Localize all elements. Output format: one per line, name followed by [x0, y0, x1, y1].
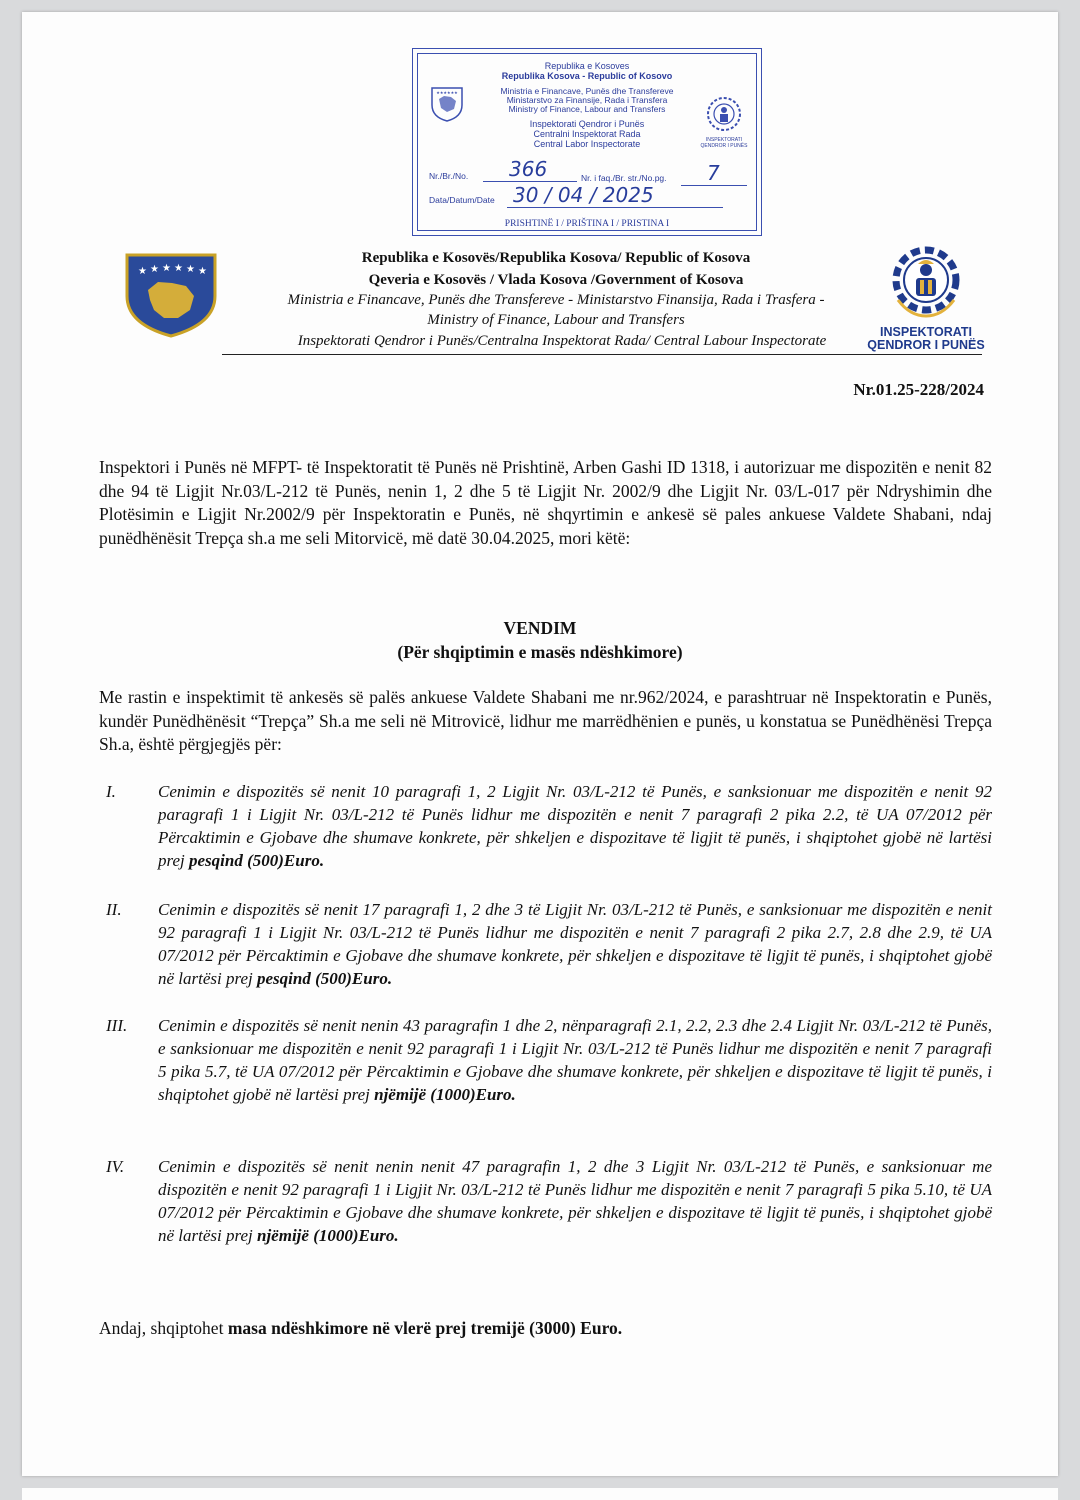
finding-paragraph: Me rastin e inspektimit të ankesës së palës ankuese Valdete Shabani me nr.962/2024, e parashtruar në Inspektoratin e Punës, kundër Punëdhënësit “Trepça” Sh.a me seli në Mitrovicë, lidhur me marrëdhënien e punës, u konstatua se Punëdhënësi Trepça Sh.a, është përgjegjës për:	[99, 687, 992, 754]
violation-item: IV. Cenimin e dispozitës së nenit nenin nenit 47 paragrafin 1, 2 dhe 3 Ligjit Nr. 03/L-212 të Punës, e sanksionuar me dispozitën e nenit 92 paragrafi 1 i Ligjit Nr. 03/L-212 të Punës lidhur me dispozitën e nenit 7 paragrafi 5 pika 5.10, të UA 07/2012 për Përcaktimin e Gjobave dhe shumave konkrete, për shkeljen e dispozitave të ligjit të punës, i shqiptohet gjobë në lartësi prej njëmijë (1000)Euro.	[106, 1157, 992, 1245]
reference-number: Nr.01.25-228/2024	[853, 380, 984, 399]
fine-amount: njëmijë (1000)Euro.	[374, 1085, 516, 1104]
inspectorate-logo-icon	[880, 240, 972, 322]
header-line-5: Inspektorati Qendror i Punës/Centralna Inspektorat Rada/ Central Labour Inspectorate	[297, 333, 827, 349]
inspectorate-logo-text: INSPEKTORATI QENDROR I PUNËS	[867, 325, 985, 352]
intro-paragraph: Inspektori i Punës në MFPT- të Inspektoratit të Punës në Prishtinë, Arben Gashi ID 1318, i autorizuar me dispozitën e nenit 82 dhe 94 të Ligjit Nr.03/L-212 të Punës, nenin 1, 2 dhe 5 të Ligjit Nr. 2002/9 dhe Ligjit Nr. 03/L-017 për Ndryshimin dhe Plotësimin e Ligjit Nr.2002/9 për Inspektoratin e Punës, në shqyrtimin e ankesë së pales ankuese Valdete Shabani, ndaj punëdhënësit Trepça sh.a me seli Mitorvicë, më datë 30.04.2025, mori këtë:	[99, 457, 992, 548]
stamp-pages-label: Nr. i faq./Br. str./No.pg.	[581, 173, 667, 183]
svg-text:★: ★	[162, 263, 171, 274]
fine-amount: pesqind (500)Euro.	[257, 969, 393, 988]
svg-text:★: ★	[186, 264, 195, 275]
registration-stamp	[412, 48, 762, 236]
fine-amount: njëmijë (1000)Euro.	[257, 1226, 399, 1245]
decision-subtitle: (Për shqiptimin e masës ndëshkimore)	[397, 642, 683, 662]
stamp-nr-value: 366	[509, 157, 548, 181]
item-number: I.	[106, 782, 116, 801]
item-number: II.	[106, 900, 122, 919]
violation-item: II. Cenimin e dispozitës së nenit 17 paragrafi 1, 2 dhe 3 të Ligjit Nr. 03/L-212 të Punës, e sanksionuar me dispozitën e nenit 92 paragrafi 1 i Ligjit Nr. 03/L-212 të Punës lidhur me dispozitën e nenit 7 paragrafi 2 pika 2.7, 2.8 dhe 2.9, të UA 07/2012 për Përcaktimin e Gjobave dhe shumave konkrete, për shkeljen e dispozitave të ligjit të punës, i shqiptohet gjobë në lartësi prej pesqind (500)Euro.	[106, 900, 992, 988]
final-penalty: Andaj, shqiptohet masa ndëshkimore në vlerë prej tremijë (3000) Euro.	[99, 1318, 623, 1338]
svg-text:★: ★	[174, 263, 183, 274]
inspectorate-seal-icon	[705, 95, 743, 135]
stamp-line-1: Republika e Kosoves	[544, 61, 630, 71]
header-line-2: Qeveria e Kosovës / Vlada Kosova /Government of Kosova	[368, 272, 744, 288]
stamp-seal-text: INSPEKTORATI QENDROR I PUNËS	[700, 137, 748, 149]
item-number: IV.	[106, 1157, 125, 1176]
next-page-edge	[22, 1488, 1058, 1500]
svg-text:★: ★	[198, 266, 207, 277]
stamp-ministry: Ministria e Financave, Punës dhe Transfereve Ministarstvo za Finansije, Rada i Transfera Ministry of Finance, Labour and Transfers	[500, 86, 674, 114]
violation-item: III. Cenimin e dispozitës së nenit nenin 43 paragrafin 1 dhe 2, nënparagrafi 2.1, 2.2, 2.3 dhe 2.4 Ligjit Nr. 03/L-212 të Punës, e sanksionuar me dispozitën e nenit 92 paragrafi 1 i Ligjit Nr. 03/L-212 të Punës lidhur me dispozitën e nenit 7 paragrafi 5 pika 5.7, të UA 07/2012 për Përcaktimin e Gjobave dhe shumave konkrete, për shkeljen e dispozitave të ligjit të punës, i shqiptohet gjobë në lartësi prej njëmijë (1000)Euro.	[106, 1016, 992, 1104]
stamp-nr-label: Nr./Br./No.	[429, 171, 469, 181]
header-line-1: Republika e Kosovës/Republika Kosova/ Republic of Kosova	[361, 250, 751, 266]
stamp-inspectorate: Inspektorati Qendror i Punës Centralni Inspektorat Rada Central Labor Inspectorate	[529, 119, 645, 149]
stamp-pages-value: 7	[707, 161, 720, 185]
header-line-3: Ministria e Financave, Punës dhe Transfereve - Ministarstvo Finansija, Rada i Trasfera -	[287, 292, 825, 308]
stamp-city: PRISHTINË I / PRIŠTINA I / PRISTINA I	[504, 219, 670, 229]
kosovo-coat-of-arms-icon	[124, 252, 218, 338]
stamp-date-label: Data/Datum/Date	[429, 195, 495, 205]
kosovo-emblem-icon	[429, 85, 465, 123]
svg-text:★: ★	[150, 264, 159, 275]
decision-title: VENDIM	[503, 618, 577, 638]
fine-amount: pesqind (500)Euro.	[189, 851, 325, 870]
stamp-line-2: Republika Kosova - Republic of Kosovo	[501, 71, 673, 81]
header-rule	[222, 354, 982, 355]
violation-item: I. Cenimin e dispozitës së nenit 10 paragrafi 1, 2 Ligjit Nr. 03/L-212 të Punës, e sanksionuar me dispozitën e nenit 92 paragrafi 1 i Ligjit Nr. 03/L-212 të Punës lidhur me dispozitën e nenit 7 paragrafi 2 pika 2.2, të UA 07/2012 për Përcaktimin e Gjobave dhe shumave konkrete, për shkeljen e dispozitave të ligjit të punës, i shqiptohet gjobë në lartësi prej pesqind (500)Euro.	[106, 782, 992, 870]
total-penalty: masa ndëshkimore në vlerë prej tremijë (3000) Euro.	[227, 1318, 623, 1338]
item-number: III.	[106, 1016, 128, 1035]
stamp-date-value: 30 / 04 / 2025	[513, 183, 654, 207]
svg-text:★: ★	[138, 266, 147, 277]
header-line-4: Ministry of Finance, Labour and Transfers	[427, 312, 685, 328]
svg-text:★★★★★★: ★★★★★★	[436, 90, 458, 95]
